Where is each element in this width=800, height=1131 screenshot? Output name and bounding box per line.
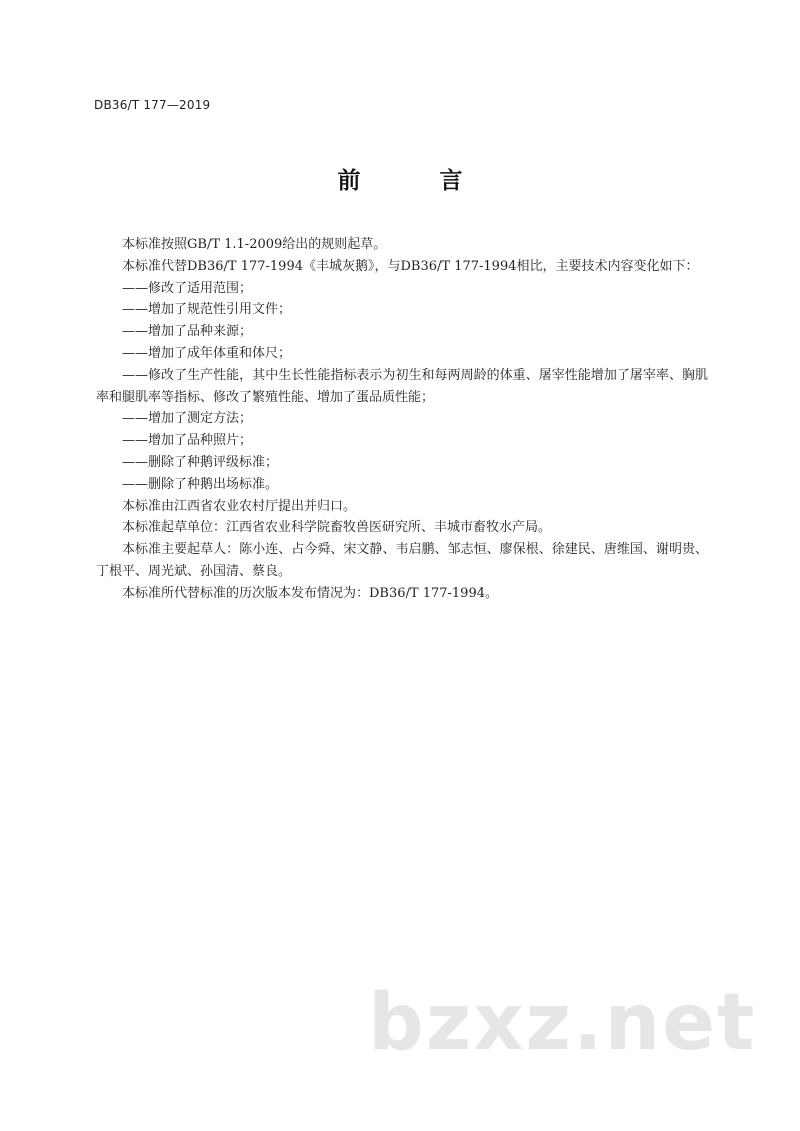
change-item: ——增加了测定方法；	[122, 411, 253, 427]
watermark: bzxz.net	[368, 978, 757, 1068]
foreword-body	[96, 234, 708, 605]
change-item: ——修改了适用范围；	[122, 280, 253, 296]
paragraph-replacement: 本标准代替DB36/T 177-1994《丰城灰鹅》，与DB36/T 177-1994相比，主要技术内容变化如下：	[122, 258, 699, 274]
paragraph-proposer: 本标准由江西省农业农村厅提出并归口。	[122, 498, 357, 514]
change-item: ——修改了生产性能，其中生长性能指标表示为初生和每两周龄的体重、屠宰性能增加了屠宰率、胸肌率和腿肌率等指标、修改了繁殖性能、增加了蛋品质性能；	[96, 367, 708, 405]
change-item: ——增加了品种来源；	[122, 324, 253, 340]
change-item: ——增加了规范性引用文件；	[122, 302, 292, 318]
standard-code: DB36/T 177—2019	[94, 98, 211, 112]
paragraph-drafting-rules: 本标准按照GB/T 1.1-2009给出的规则起草。	[122, 237, 387, 252]
change-item: ——增加了品种照片；	[122, 433, 253, 449]
paragraph-version-history: 本标准所代替标准的历次版本发布情况为：DB36/T 177-1994。	[122, 585, 498, 601]
page-title: 前 言	[337, 168, 491, 194]
change-item: ——增加了成年体重和体尺；	[122, 345, 292, 361]
paragraph-drafting-units: 本标准起草单位：江西省农业科学院畜牧兽医研究所、丰城市畜牧水产局。	[122, 520, 552, 536]
change-item: ——删除了种鹅评级标准；	[122, 454, 279, 470]
paragraph-drafters: 本标准主要起草人：陈小连、占今舜、宋文静、韦启鹏、邹志恒、廖保根、徐建民、唐维国、谢明贵、丁根平、周光斌、孙国清、蔡良。	[96, 542, 708, 579]
change-item: ——删除了种鹅出场标准。	[122, 476, 279, 492]
